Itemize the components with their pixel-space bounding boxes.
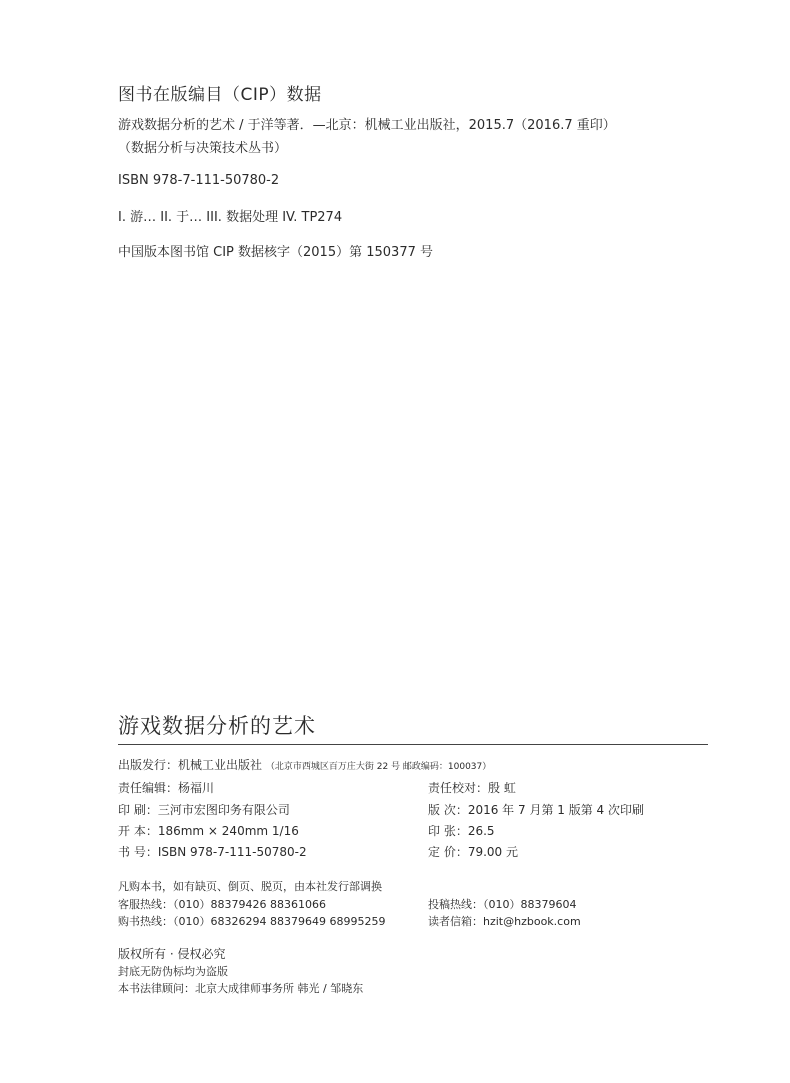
cip-record-number: 中国版本图书馆 CIP 数据核字（2015）第 150377 号 <box>118 245 433 260</box>
copyright-notice: 版权所有 · 侵权必究 <box>118 947 226 961</box>
cip-citation: 游戏数据分析的艺术 / 于洋等著．—北京：机械工业出版社，2015.7（2016.7 重印） <box>118 118 616 133</box>
purchase-hotline: 购书热线：（010）68326294 88379649 68995259 <box>118 915 386 928</box>
book-title: 游戏数据分析的艺术 <box>118 714 316 738</box>
cip-heading: 图书在版编目（CIP）数据 <box>118 85 322 105</box>
price-label: 定 价： <box>428 845 468 859</box>
format-label: 开 本： <box>118 824 158 838</box>
sheets-value: 26.5 <box>467 824 495 838</box>
printer-label: 印 刷： <box>118 803 158 817</box>
sheets-row <box>428 822 495 839</box>
publisher-address: （北京市西城区百万庄大街 22 号 邮政编码：100037） <box>265 762 492 772</box>
proofreader-row <box>428 779 516 796</box>
sheets-label: 印 张： <box>428 824 468 838</box>
price-value: 79.00 元 <box>467 845 518 859</box>
booknum-value: ISBN 978-7-111-50780-2 <box>157 845 307 859</box>
legal-counsel: 本书法律顾问：北京大成律师事务所 韩光 / 邹晓东 <box>118 982 364 995</box>
edition-label: 版 次： <box>428 803 468 817</box>
proofreader-value: 殷 虹 <box>488 781 516 795</box>
publisher-label: 出版发行： <box>118 758 179 772</box>
return-notice: 凡购本书，如有缺页、倒页、脱页，由本社发行部调换 <box>118 880 382 893</box>
editor-value: 杨福川 <box>178 781 215 795</box>
printer-row <box>118 801 290 818</box>
cip-isbn: ISBN 978-7-111-50780-2 <box>118 173 280 188</box>
cip-series: （数据分析与决策技术丛书） <box>118 141 288 156</box>
publisher-value: 机械工业出版社 <box>178 758 263 772</box>
service-hotline: 客服热线：（010）88379426 88361066 <box>118 898 326 911</box>
edition-value: 2016 年 7 月第 1 版第 4 次印刷 <box>467 803 644 817</box>
printer-value: 三河市宏图印务有限公司 <box>157 803 290 817</box>
booknum-row <box>118 843 307 860</box>
publisher-row <box>118 756 491 773</box>
price-row <box>428 843 518 860</box>
title-divider <box>118 744 708 745</box>
reader-email: 读者信箱：hzit@hzbook.com <box>428 915 581 928</box>
anti-piracy-notice: 封底无防伪标均为盗版 <box>118 965 228 978</box>
format-value: 186mm × 240mm 1/16 <box>157 824 299 838</box>
editor-label: 责任编辑： <box>118 781 179 795</box>
booknum-label: 书 号： <box>118 845 158 859</box>
format-row <box>118 822 299 839</box>
edition-row <box>428 801 644 818</box>
submission-hotline: 投稿热线：（010）88379604 <box>428 898 577 911</box>
proofreader-label: 责任校对： <box>428 781 489 795</box>
editor-row <box>118 779 214 796</box>
cip-classification: I. 游… II. 于… III. 数据处理 IV. TP274 <box>118 210 343 225</box>
